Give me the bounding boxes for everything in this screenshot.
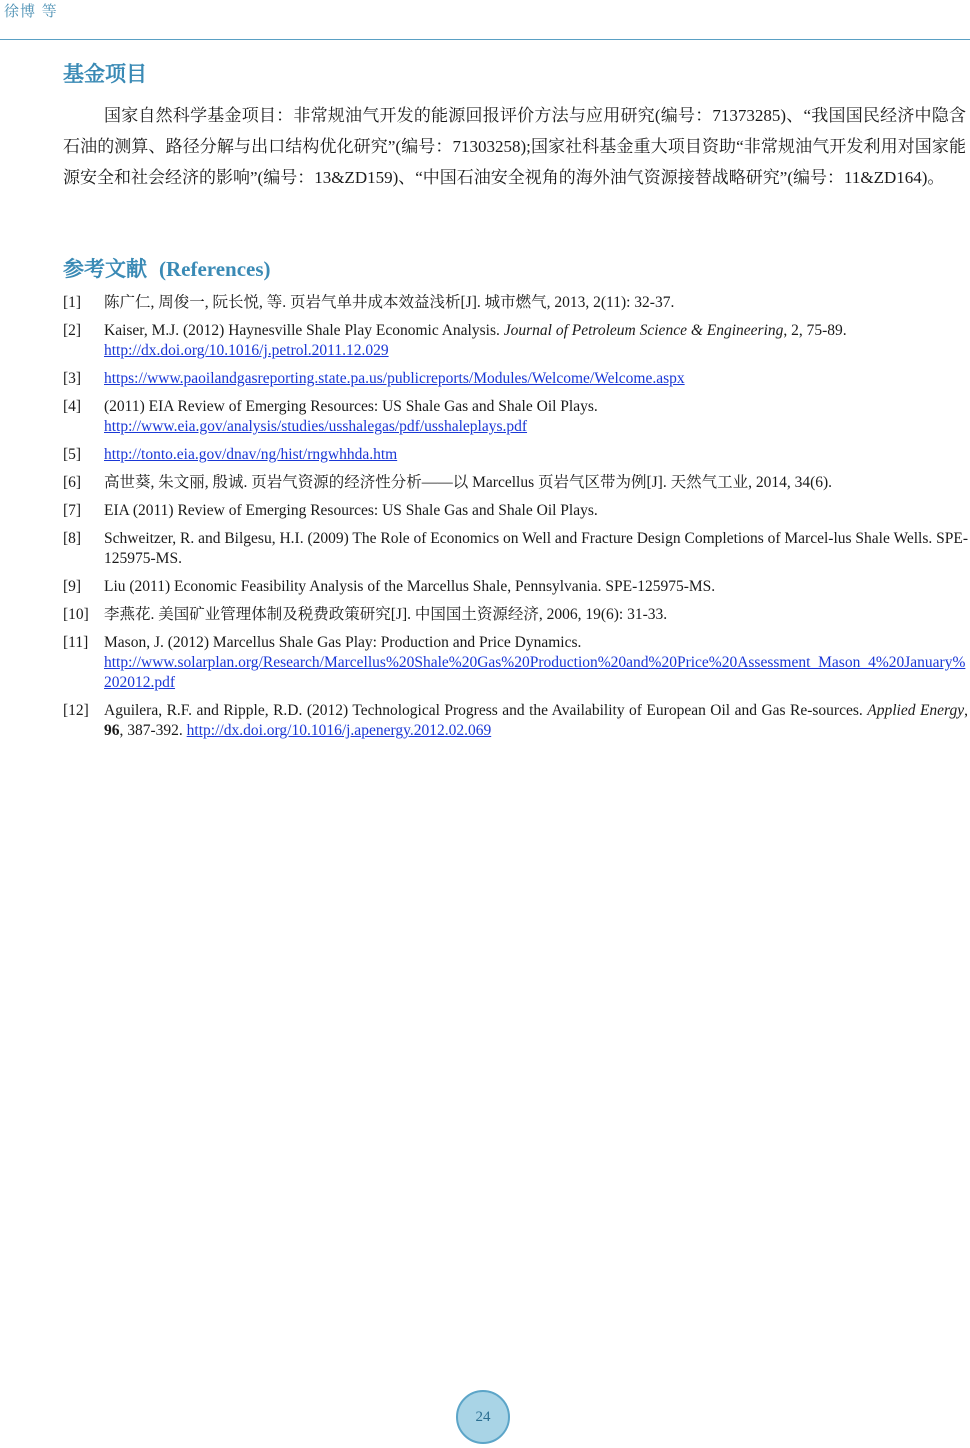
reference-text: 李燕花. 美国矿业管理体制及税费政策研究[J]. 中国国土资源经济, 2006, 19(6): 31-33. (104, 606, 668, 623)
reference-text: (2011) EIA Review of Emerging Resources: US Shale Gas and Shale Oil Plays. http://www.eia.gov/analysis/studies/usshalegas/pdf/usshaleplays.pdf (104, 398, 598, 435)
reference-text (104, 369, 968, 389)
reference-number: [7] (63, 502, 82, 519)
reference-link[interactable]: http://www.solarplan.org/Research/Marcellus%20Shale%20Gas%20Production%20and%20Price%20Assessment_Mason_4%20January%202012.pdf (104, 654, 966, 691)
running-header-authors: 徐博 等 (4, 2, 58, 20)
reference-item (63, 321, 968, 361)
reference-link[interactable]: http://dx.doi.org/10.1016/j.petrol.2011.12.029 (104, 342, 389, 359)
reference-number: [10] (63, 606, 89, 623)
reference-item (63, 701, 968, 741)
reference-number: [6] (63, 474, 82, 491)
reference-item (63, 633, 968, 693)
reference-text: 高世葵, 朱文丽, 殷诚. 页岩气资源的经济性分析——以 Marcellus 页岩气区带为例[J]. 天然气工业, 2014, 34(6). (104, 474, 833, 491)
reference-number: [11] (63, 634, 89, 651)
reference-item (63, 397, 968, 437)
journal-name: Journal of Petroleum Science & Engineering (503, 322, 784, 339)
reference-text: Mason, J. (2012) Marcellus Shale Gas Play: Production and Price Dynamics. http://www.solarplan.org/Research/Marcellus%20Shale%20Gas%20Production%20and%20Price%20Assessment_Mason_4%20January%202012.pdf (104, 634, 966, 691)
header-divider (0, 39, 970, 40)
reference-item (63, 473, 968, 493)
reference-item (63, 369, 968, 389)
reference-number: [12] (63, 702, 89, 719)
reference-number: [1] (63, 294, 82, 311)
reference-text: Aguilera, R.F. and Ripple, R.D. (2012) Technological Progress and the Availability of European Oil and Gas Re-sources. Applied Energy, 96, 387-392. http://dx.doi.org/10.1016/j.apenergy.2012.02.069 (104, 702, 968, 739)
reference-text: Liu (2011) Economic Feasibility Analysis of the Marcellus Shale, Pennsylvania. SPE-125975-MS. (104, 578, 716, 595)
funding-paragraph: 国家自然科学基金项目：非常规油气开发的能源回报评价方法与应用研究(编号：71373285)、“我国国民经济中隐含石油的测算、路径分解与出口结构优化研究”(编号：71303258);国家社科基金重大项目资助“非常规油气开发利用对国家能源安全和社会经济的影响”(编号：13&ZD159)、“中国石油安全视角的海外油气资源接替战略研究”(编号：11&ZD164)。 (63, 106, 966, 187)
reference-number: [4] (63, 398, 82, 415)
reference-text: Schweitzer, R. and Bilgesu, H.I. (2009) The Role of Economics on Well and Fracture Design Completions of Marcel-lus Shale Wells. SPE-125975-MS. (104, 530, 968, 567)
references-title-cn: 参考文献 (63, 257, 147, 281)
references-heading (63, 253, 271, 283)
journal-name: Applied Energy (867, 702, 965, 719)
reference-item (63, 577, 968, 597)
reference-item (63, 529, 968, 569)
reference-text (104, 445, 968, 465)
reference-number: [2] (63, 322, 82, 339)
reference-item (63, 605, 968, 625)
reference-number: [9] (63, 578, 82, 595)
reference-item (63, 445, 968, 465)
reference-number: [8] (63, 530, 82, 547)
reference-number: [3] (63, 370, 82, 387)
reference-text: EIA (2011) Review of Emerging Resources: US Shale Gas and Shale Oil Plays. (104, 502, 598, 519)
reference-item (63, 501, 968, 521)
reference-number: [5] (63, 446, 82, 463)
reference-link[interactable]: http://www.eia.gov/analysis/studies/usshalegas/pdf/usshaleplays.pdf (104, 418, 528, 435)
funding-heading: 基金项目 (63, 62, 147, 86)
reference-link[interactable]: http://tonto.eia.gov/dnav/ng/hist/rngwhhda.htm (104, 446, 398, 463)
reference-text: Kaiser, M.J. (2012) Haynesville Shale Play Economic Analysis. Journal of Petroleum Science & Engineering, 2, 75-89. http://dx.doi.org/10.1016/j.petrol.2011.12.029 (104, 322, 847, 359)
reference-link[interactable]: https://www.paoilandgasreporting.state.pa.us/publicreports/Modules/Welcome/Welcome.aspx (104, 370, 685, 387)
reference-list (63, 293, 968, 749)
reference-text: 陈广仁, 周俊一, 阮长悦, 等. 页岩气单井成本效益浅析[J]. 城市燃气, 2013, 2(11): 32-37. (104, 294, 675, 311)
references-title-en: (References) (159, 257, 271, 281)
reference-item (63, 293, 968, 313)
page-number-badge: 24 (456, 1390, 510, 1444)
reference-link[interactable]: http://dx.doi.org/10.1016/j.apenergy.2012.02.069 (186, 722, 492, 739)
volume-number: 96 (104, 722, 120, 739)
